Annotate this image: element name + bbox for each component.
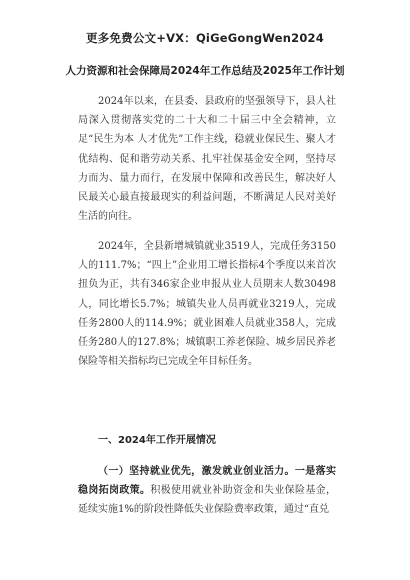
stats-paragraph: 2024年，全县新增城镇就业3519人，完成任务3150人的111.7%；“四上”企业用工增长指标4个季度以来首次扭负为正，共有346家企业申报从业人员期末人数30498人，同比增长5.7%；城镇失业人员再就业3219人，完成任务2800人的114.9%；就业困难人员就业358人，完成任务280人的127.8%；城镇职工养老保险、城乡居民养老保险等相关指标均已完成全年目标任务。	[78, 241, 336, 368]
intro-paragraph: 2024年以来，在县委、县政府的坚强领导下，县人社局深入贯彻落实党的二十大和二十届三中全会精神，立足“民生为本 人才优先”工作主线，稳就业保民生、聚人才优结构、促和谐劳动关系、扎牢社保基金安全网，坚持尽力而为、量力而行，在发展中保障和改善民生，解决好人民最关心最直接最现实的利益问题，不断满足人民对美好生活的向往。	[78, 96, 336, 223]
subsection-body: 积极使用就业补助资金和失业保险基金，延续实施1%的阶段性降低失业保险费率政策，通过“直兑	[78, 485, 337, 516]
document-title: 人力资源和社会保障局2024年工作总结及2025年工作计划	[65, 65, 345, 77]
subsection-paragraph	[78, 462, 336, 520]
subsection-lead: （一）坚持就业优先，激发就业创业活力。一是落实稳岗拓岗政策。	[78, 466, 336, 497]
section-heading: 一、2024年工作开展情况	[98, 435, 216, 446]
watermark-text: 更多免费公文+VX：QiGeGongWen2024	[86, 31, 324, 45]
